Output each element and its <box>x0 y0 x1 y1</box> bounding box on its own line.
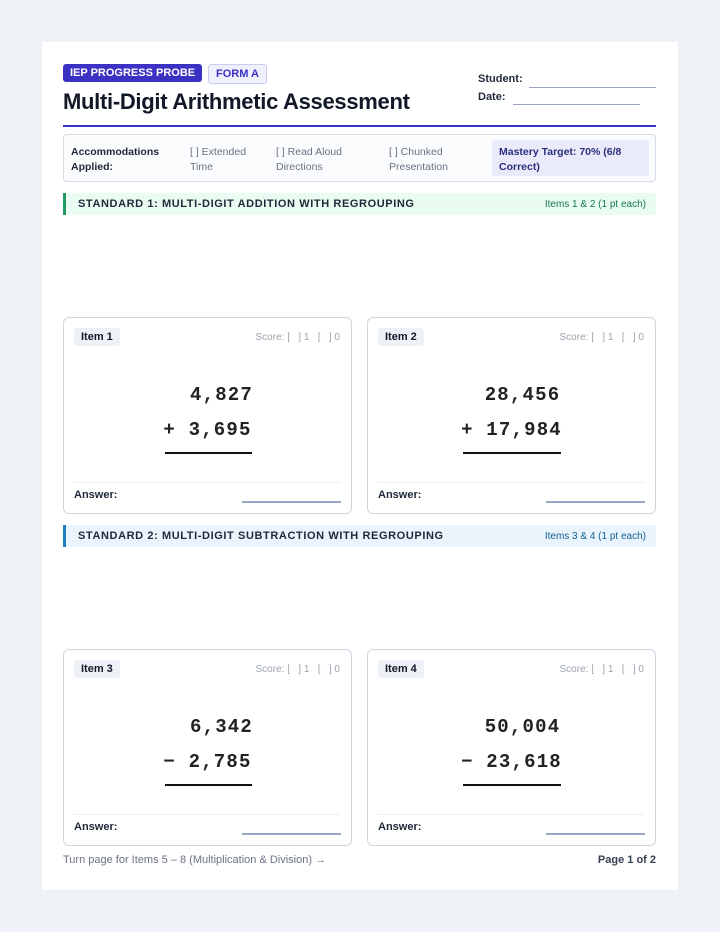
item-4-score[interactable]: Score: [ ] 1 [ ] 0 <box>559 664 644 675</box>
item-4-answer-label: Answer: <box>378 821 422 833</box>
item-1-label: Item 1 <box>74 328 120 346</box>
accommodation-read-aloud[interactable]: [ ] Read Aloud Directions <box>276 146 342 173</box>
accommodations-box <box>63 134 656 182</box>
item-1-bottom-number: + 3,695 <box>163 419 252 441</box>
item-3-label: Item 3 <box>74 660 120 678</box>
date-label: Date: <box>478 91 506 103</box>
item-3-bottom-number: − 2,785 <box>163 751 252 773</box>
item-3-score[interactable]: Score: [ ] 1 [ ] 0 <box>255 664 340 675</box>
accommodation-chunked[interactable]: [ ] Chunked Presentation <box>389 146 448 173</box>
item-1-answer-field[interactable] <box>242 501 341 503</box>
accommodation-extended-time[interactable]: [ ] Extended Time <box>190 146 247 173</box>
footer-next-page-note: Turn page for Items 5 – 8 (Multiplication & Division) → <box>63 854 327 866</box>
form-badge: FORM A <box>208 64 267 84</box>
item-4-label: Item 4 <box>378 660 424 678</box>
date-field[interactable] <box>513 104 640 105</box>
page-title: Multi-Digit Arithmetic Assessment <box>63 89 410 114</box>
item-1-answer-label: Answer: <box>74 489 118 501</box>
item-3-card <box>63 649 352 846</box>
item-3-answer-field[interactable] <box>242 833 341 835</box>
item-1-score[interactable]: Score: [ ] 1 [ ] 0 <box>255 332 340 343</box>
mastery-target: Mastery Target: 70% (6/8 Correct) <box>492 140 649 176</box>
item-2-answer-field[interactable] <box>546 501 645 503</box>
footer-page-number: Page 1 of 2 <box>597 854 656 866</box>
item-2-score[interactable]: Score: [ ] 1 [ ] 0 <box>559 332 644 343</box>
standard-1-header <box>63 193 656 215</box>
item-2-card <box>367 317 656 514</box>
header-divider <box>63 125 656 127</box>
item-3-top-number: 6,342 <box>189 716 253 738</box>
item-1-sum-line <box>165 452 252 454</box>
item-2-label: Item 2 <box>378 328 424 346</box>
item-4-top-number: 50,004 <box>484 716 561 738</box>
item-4-card <box>367 649 656 846</box>
item-4-answer-field[interactable] <box>546 833 645 835</box>
item-3-answer-label: Answer: <box>74 821 118 833</box>
item-3-answer-divider <box>74 814 341 815</box>
student-label: Student: <box>478 73 523 85</box>
standard-2-header <box>63 525 656 547</box>
iep-badge: IEP PROGRESS PROBE <box>63 64 202 82</box>
item-2-bottom-number: + 17,984 <box>461 419 562 441</box>
standard-1-items-note: Items 1 & 2 (1 pt each) <box>544 198 646 210</box>
standard-2-items-note: Items 3 & 4 (1 pt each) <box>544 530 646 542</box>
item-2-sum-line <box>463 452 561 454</box>
accommodations-label: Accommodations Applied: <box>71 146 160 173</box>
item-2-top-number: 28,456 <box>484 384 561 406</box>
standard-1-title: STANDARD 1: MULTI-DIGIT ADDITION WITH REGROUPING <box>78 198 415 210</box>
item-4-bottom-number: − 23,618 <box>461 751 562 773</box>
item-2-answer-label: Answer: <box>378 489 422 501</box>
item-4-difference-line <box>463 784 561 786</box>
header <box>63 64 656 128</box>
item-1-card <box>63 317 352 514</box>
item-2-answer-divider <box>378 482 645 483</box>
student-field[interactable] <box>529 87 656 88</box>
item-1-top-number: 4,827 <box>189 384 253 406</box>
assessment-page <box>42 42 678 890</box>
item-4-answer-divider <box>378 814 645 815</box>
standard-2-title: STANDARD 2: MULTI-DIGIT SUBTRACTION WITH REGROUPING <box>78 530 444 542</box>
item-1-answer-divider <box>74 482 341 483</box>
item-3-difference-line <box>165 784 252 786</box>
